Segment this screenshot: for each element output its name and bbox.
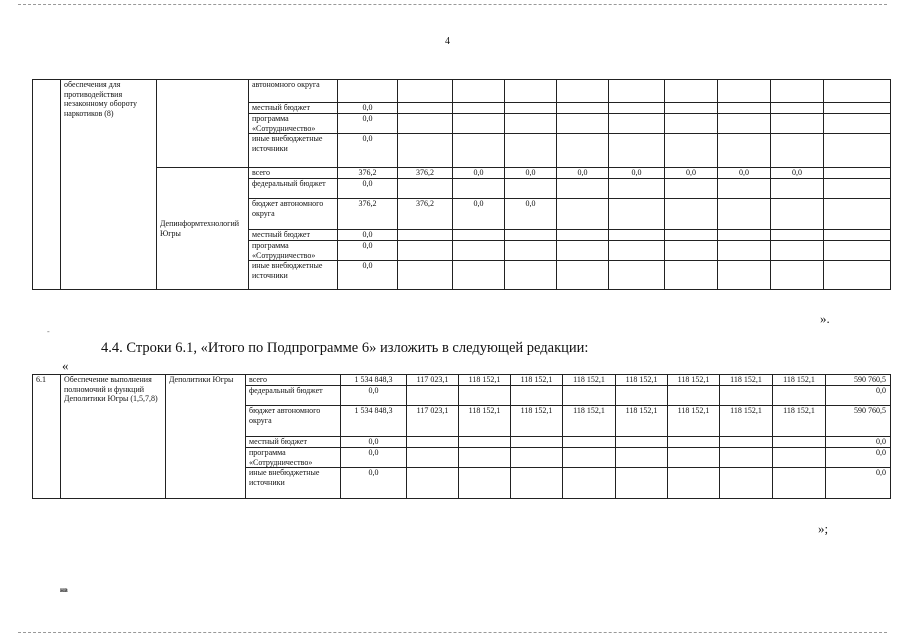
activity-name-cell: обеспечения для противодействия незаконному обороту наркотиков (8) [61,80,157,290]
value-cell [718,199,771,230]
value-cell [771,230,824,241]
value-cell [398,134,453,168]
value-cell: 117 023,1 [407,375,459,386]
value-cell [773,448,826,468]
value-cell: 118 152,1 [668,375,720,386]
value-cell [609,179,665,199]
value-cell [557,80,609,103]
value-cell [665,241,718,261]
value-cell [616,386,668,406]
value-cell [511,448,563,468]
value-cell [609,230,665,241]
value-cell [824,261,891,290]
value-cell: 118 152,1 [616,406,668,437]
funding-source-cell: всего [246,375,341,386]
value-cell: 376,2 [338,199,398,230]
value-cell [771,134,824,168]
value-cell [720,468,773,499]
funding-source-cell: федеральный бюджет [249,179,338,199]
value-cell [511,468,563,499]
value-cell: 0,0 [341,386,407,406]
funding-source-cell: бюджет автономного округа [249,199,338,230]
value-cell: 0,0 [338,103,398,114]
activity-name-cell: Обеспечение выполнения полномочий и функций Деполитики Югры (1,5,7,8) [61,375,166,499]
value-cell [453,241,505,261]
page-number: 4 [445,36,450,47]
value-cell [505,114,557,134]
value-cell [609,199,665,230]
value-cell [824,103,891,114]
value-cell: 376,2 [338,168,398,179]
value-cell [718,179,771,199]
value-cell: 118 152,1 [720,375,773,386]
value-cell [563,448,616,468]
value-cell [407,437,459,448]
value-cell [557,241,609,261]
value-cell [557,134,609,168]
value-cell [563,386,616,406]
value-cell [824,199,891,230]
closing-quote-1: ». [820,311,830,326]
value-cell [453,230,505,241]
value-cell: 0,0 [505,199,557,230]
value-cell: 0,0 [338,114,398,134]
value-cell [505,230,557,241]
value-cell: 0,0 [341,437,407,448]
table-row [33,375,891,386]
funding-source-cell: местный бюджет [246,437,341,448]
opening-quote-2: « [62,358,69,373]
value-cell [668,437,720,448]
value-cell: 118 152,1 [720,406,773,437]
value-cell: 0,0 [665,168,718,179]
subprogram-table-continued [32,79,891,290]
value-cell [771,80,824,103]
value-cell [609,134,665,168]
value-cell [773,468,826,499]
closing-quote-2: »; [818,521,829,536]
value-cell [665,230,718,241]
value-cell: 376,2 [398,199,453,230]
value-cell [824,179,891,199]
value-cell [557,103,609,114]
value-cell [453,261,505,290]
funding-source-cell: иные внебюджетные источники [249,134,338,168]
value-cell [720,386,773,406]
value-cell [609,80,665,103]
value-cell [557,199,609,230]
value-cell [668,386,720,406]
value-cell [398,114,453,134]
value-cell: 590 760,5 [826,406,891,437]
value-cell: 0,0 [718,168,771,179]
value-cell [459,437,511,448]
value-cell: 118 152,1 [668,406,720,437]
funding-source-cell: местный бюджет [249,230,338,241]
value-cell [609,261,665,290]
value-cell [616,468,668,499]
value-cell: 118 152,1 [459,406,511,437]
value-cell [665,114,718,134]
executor-cell: Деполитики Югры [166,375,246,499]
value-cell [511,437,563,448]
value-cell [665,179,718,199]
value-cell: 0,0 [338,230,398,241]
value-cell: 118 152,1 [563,406,616,437]
funding-source-cell: федеральный бюджет [246,386,341,406]
value-cell [824,134,891,168]
value-cell: 0,0 [609,168,665,179]
value-cell [668,448,720,468]
value-cell [563,437,616,448]
value-cell [720,448,773,468]
value-cell [771,241,824,261]
value-cell [453,134,505,168]
value-cell [718,80,771,103]
value-cell: 0,0 [338,134,398,168]
value-cell [563,468,616,499]
value-cell [505,134,557,168]
value-cell [505,241,557,261]
value-cell [453,80,505,103]
funding-source-cell: иные внебюджетные источники [249,261,338,290]
value-cell [665,103,718,114]
subprogram-6-table [32,374,891,499]
table-row [33,80,891,103]
value-cell: 1 534 848,3 [341,406,407,437]
value-cell [720,437,773,448]
value-cell [665,261,718,290]
value-cell [338,80,398,103]
value-cell: 0,0 [341,448,407,468]
value-cell [616,448,668,468]
value-cell: 0,0 [826,437,891,448]
funding-source-cell: программа «Сотрудничество» [246,448,341,468]
value-cell: 0,0 [505,168,557,179]
value-cell [718,134,771,168]
value-cell: 118 152,1 [773,375,826,386]
value-cell: 0,0 [771,168,824,179]
value-cell [824,168,891,179]
value-cell: 0,0 [341,468,407,499]
value-cell [616,437,668,448]
value-cell: 0,0 [557,168,609,179]
executor-cell [157,80,249,168]
scan-top-edge [18,4,887,5]
value-cell [665,134,718,168]
value-cell: 118 152,1 [773,406,826,437]
value-cell [407,448,459,468]
value-cell: 118 152,1 [511,375,563,386]
value-cell: 0,0 [338,261,398,290]
value-cell [398,80,453,103]
value-cell [824,230,891,241]
value-cell [459,448,511,468]
value-cell [824,241,891,261]
funding-source-cell: всего [249,168,338,179]
value-cell [505,261,557,290]
value-cell: 0,0 [826,448,891,468]
value-cell [771,261,824,290]
value-cell [407,386,459,406]
value-cell [665,199,718,230]
value-cell [505,80,557,103]
value-cell [718,261,771,290]
value-cell [505,103,557,114]
section-heading: 4.4. Строки 6.1, «Итого по Подпрограмме 6» изложить в следующей редакции: [101,340,589,356]
funding-source-cell: бюджет автономного округа [246,406,341,437]
value-cell [557,261,609,290]
executor-cell: Депинформтехнологий Югры [157,168,249,290]
value-cell [665,80,718,103]
value-cell [511,386,563,406]
value-cell [398,103,453,114]
funding-source-cell: программа «Сотрудничество» [249,114,338,134]
value-cell [668,468,720,499]
value-cell [718,114,771,134]
funding-source-cell: программа «Сотрудничество» [249,241,338,261]
value-cell [771,179,824,199]
value-cell: 590 760,5 [826,375,891,386]
value-cell [771,199,824,230]
value-cell: 118 152,1 [563,375,616,386]
value-cell [718,103,771,114]
table-row [33,168,891,179]
value-cell [453,114,505,134]
value-cell: 118 152,1 [616,375,668,386]
value-cell: 0,0 [338,179,398,199]
funding-source-cell: автономного округа [249,80,338,103]
funding-source-cell: местный бюджет [249,103,338,114]
executor-initials: нв [60,586,68,594]
value-cell [609,241,665,261]
value-cell: 118 152,1 [459,375,511,386]
value-cell [609,114,665,134]
value-cell [557,230,609,241]
value-cell [773,386,826,406]
value-cell [718,241,771,261]
value-cell: 0,0 [338,241,398,261]
value-cell: 0,0 [826,468,891,499]
value-cell [398,241,453,261]
value-cell [557,114,609,134]
value-cell [407,468,459,499]
value-cell [771,114,824,134]
value-cell [773,437,826,448]
funding-source-cell: иные внебюджетные источники [246,468,341,499]
value-cell [398,261,453,290]
value-cell [453,179,505,199]
scan-bottom-edge [18,632,887,633]
value-cell [505,179,557,199]
value-cell: 0,0 [453,199,505,230]
value-cell [824,80,891,103]
row-number-cell: 6.1 [33,375,61,499]
value-cell: 0,0 [826,386,891,406]
row-number-cell [33,80,61,290]
value-cell [609,103,665,114]
scan-mark: - [47,327,50,336]
value-cell [771,103,824,114]
value-cell [459,386,511,406]
value-cell: 376,2 [398,168,453,179]
value-cell: 0,0 [453,168,505,179]
value-cell [398,230,453,241]
value-cell: 117 023,1 [407,406,459,437]
value-cell [718,230,771,241]
value-cell: 1 534 848,3 [341,375,407,386]
value-cell [557,179,609,199]
value-cell [459,468,511,499]
value-cell [453,103,505,114]
value-cell: 118 152,1 [511,406,563,437]
value-cell [398,179,453,199]
value-cell [824,114,891,134]
